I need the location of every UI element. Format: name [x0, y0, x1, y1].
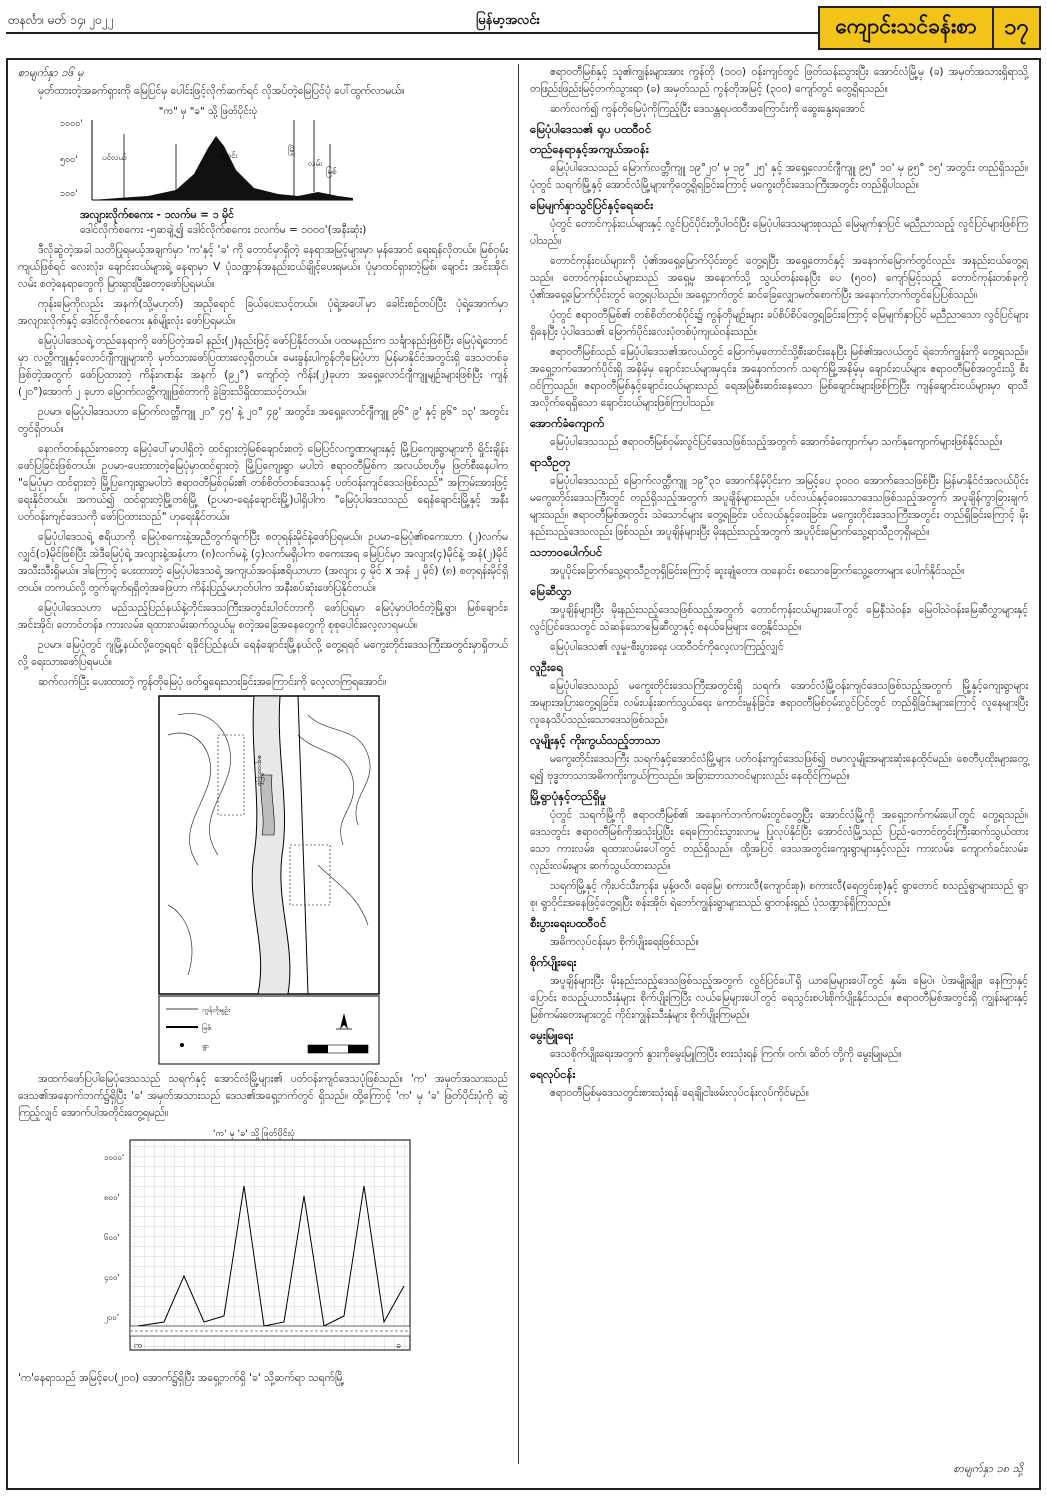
label-stream: ချောင်း [218, 151, 238, 160]
section-heading: စီးပွားရေးပထဝီဝင် [530, 916, 607, 930]
paragraph: မြေပုံပါဒေသသည် မကွေးတိုင်းဒေသကြီးအတွင်းရှိ သရက်၊ အောင်လံမြို့ဝန်းကျင်ဒေသဖြစ်သည့်အတွက် မြို့နှင့်ကျေးရွာများ အများအပြားတွေ့ရခြင်း၊ လမ်းပန်းဆက်သွယ်ရေး ကောင်းမွန်ခြင်း၊ ဧရာဝတီမြစ်ဝှမ်းလွင်ပြင်တွင် တည်ရှိခြင်းများကြောင့် လူနေများပြီး လူနေသိပ်သည်းသောဒေသဖြစ်သည်။ [530, 680, 1028, 726]
y-label: ၈၀၀' [104, 1193, 120, 1202]
graph-grid [130, 1140, 410, 1350]
cross-section-figure-1 [58, 104, 508, 238]
paragraph: မြေပုံပါဒေသရဲ့ ဧရိယာကို မြေပုံစကေးနဲ့အညီတွက်ချက်ပြီး စတုရန်းမိုင်နဲ့ဖော်ပြရမယ်။ ဥပမာ-မြေပုံ၏စကေးဟာ (၂)လက်မလျှင်(၁)မိုင်ဖြစ်ပြီး အဲဒီမြေပုံရဲ့ အလျားနဲ့အနံဟာ (၈)လက်မနဲ့ (၄)လက်မရှိပါက စကေးအရ မြေပြင်မှာ အလျား(၄)မိုင်နဲ့ အနံ(၂)မိုင် အသီးသီးရှိမယ်။ ဒါကြောင့် ပေးထားတဲ့ မြေပုံပါဒေသရဲ့ အကျယ်အဝန်းဧရိယာဟာ (အလျား ၄ မိုင် x အနံ ၂ မိုင်) (၈) စတုရန်းမိုင်ရှိတယ်။ တကယ်လို့ တွက်ချက်ရရှိတဲ့အဖြေဟာ ကိန်းပြည့်မဟုတ်ပါက အနီးစပ်ဆုံးဖော်ပြနိုင်တယ်။ [18, 531, 508, 594]
subsection-heading: ရေလုပ်ငန်း [530, 1067, 576, 1081]
page-number: ၁၇ [994, 6, 1041, 50]
section-heading: မြေပုံပါဒေသ၏ ရုပ ပထဝီဝင် [530, 122, 652, 136]
label-sea: ပင်လယ် [102, 153, 127, 162]
issue-date: တနင်္လာ၊ မတ် ၁၄၊ ၂၀၂၂ [8, 13, 114, 27]
paragraph: ဆက်လက်၍ ကွန်တိုမြေပုံကိုကြည့်ပြီး ဒေသန္တရပထဝီအကြောင်းကို ဆွေးနွေးရအောင် [550, 103, 866, 115]
page-header [6, 6, 1041, 54]
point-b-label: ခ [396, 1341, 402, 1351]
paragraph: မကွေးတိုင်းဒေသကြီး သရက်နှင့်အောင်လံမြို့များ ပတ်ဝန်းကျင်ဒေသဖြစ်၍ ဗမာလူမျိုးအများဆုံးနေထိုင်မည်။ စေတီပုထိုးများတွေ့ရ၍ ဗုဒ္ဓဘာသာအဓိကကိုးကွယ်ကြသည်။ အခြားဘာသာဝင်များလည်း နေထိုင်ကြမည်။ [530, 753, 1028, 782]
paragraph: ဒေသစိုက်ပျိုးရေးအတွက် နွားကိုမွေးမြူကြပြီး စားသုံးရန် ကြက်၊ ဝက်၊ ဆိတ် တို့ကို မွေးမြူမည်။ [550, 1048, 902, 1060]
legend-item: ရွာ [202, 1042, 209, 1050]
subsection-heading: တည်နေရာနှင့်အကျယ်အဝန်း [530, 142, 649, 156]
y-label-500: ၅၀၀' [60, 155, 78, 165]
paragraph: မြေပုံပါဒေသဟာ မည်သည့်ပြည်နယ်နဲ့တိုင်းဒေသကြီးအတွင်းပါဝင်တာကို ဖော်ပြရမှာ မြေပုံမှာပါဝင်တဲ့မြို့ရွာ၊ မြစ်ချောင်း၊ အင်းအိုင်၊ တောင်တန်း၊ ကားလမ်း၊ ရထားလမ်းဆက်သွယ်မှု စတဲ့အခြေအနေတွေကို စုစုပေါင်းလေ့လာရမယ်။ [18, 602, 508, 631]
subsection-heading: မြေဆီလွှာ [530, 584, 572, 598]
continued-to: စာမျက်နှာ ၁၈ သို့ [953, 1462, 1023, 1475]
subsection-heading: လူမျိုးနှင့် ကိုးကွယ်သည့်ဘာသာ [530, 733, 661, 747]
label-river: မြစ် [326, 167, 337, 176]
label-road: လမ်း [308, 159, 323, 168]
paragraph: နောက်တစ်နည်းကတော့ မြေပုံပေါ်မှာပါရှိတဲ့ ထင်ရှားတဲ့မြစ်ချောင်းစတဲ့ မြေပြင်လက္ခဏာများနှင့် မြို့ပြကျေးရွာများကို ရှိုင်းချိန်းဖော်ပြခြင်းဖြစ်တယ်။ ဥပမာ-ပေးထားတဲ့မြေပုံမှာထင်ရှားတဲ့ မြို့ပြကျေးရွာ မပါဘဲ ဧရာဝတီမြစ်က အလယ်ဗဟိုမှ ဖြတ်စီးနေပါက "မြေပုံမှာ ထင်ရှားတဲ့ မြို့ပြကျေးရွာမပါဘဲ ဧရာဝတီမြစ်ဝှမ်း၏ တစ်စိတ်တစ်ဒေသနှင့် ပတ်ဝန်းကျင်ဒေသဖြစ်သည်" အကြမ်းအားဖြင့် ရေးနိုင်တယ်။ အကယ်၍ ထင်ရှားတဲ့မြို့တစ်မြို့ (ဥပမာ-ရေနံချောင်းမြို့)ပါရှိပါက "မြေပုံပါဒေသသည် ရေနံချောင်းမြို့နှင့် အနီးပတ်ဝန်းကျင်ဒေသကို ဖော်ပြထားသည်" ဟုရေးနိုင်တယ်။ [18, 443, 508, 523]
paragraph: ဆက်လက်ပြီး ပေးထားတဲ့ ကွန်တိုမြေပုံ ဖတ်ရှုရေးသားခြင်းအကြောင်းကို လေ့လာကြရအောင်။ [38, 676, 387, 688]
column-divider [518, 64, 519, 1464]
paragraph: ဧရာဝတီမြစ်မှဒေသတွင်းစားသုံးရန် ရေချိုငါးဖမ်းလုပ်ငန်းလုပ်ကိုင်မည်။ [550, 1087, 809, 1099]
paragraph: မြေပုံပါဒေသသည် မြောက်လတ္တီကျူ ၁၉°၂၀' မှ ၁၉° ၂၅' နှင့် အရှေ့လောင်ဂျီကျူ ၉၅° ၁၀' မှ ၉၅° ၁၅' အတွင်း တည်ရှိသည်။ ပုံတွင် သရက်မြို့နှင့် အောင်လံမြို့များကိုတွေ့ရှိရခြင်းကြောင့် မကွေးတိုင်းဒေသကြီးအတွင်း တည်ရှိပါသည်။ [530, 162, 1028, 191]
y-label-1000: ၁၀၀၀' [60, 119, 83, 129]
paragraph: မှတ်ထားတဲ့အခက်ရှားကို မြေပြင်မှ ပေါင်းဖြင့်လိုက်ဆက်ရင် လိုအပ်တဲ့မြေပြင်ပုံ ပေါ်ထွက်လာမယ်။ [38, 85, 405, 97]
left-column [18, 64, 508, 1390]
horizontal-scale: အလျားလိုက်စကေး - ၁လက်မ = ၁ မိုင် [80, 209, 234, 221]
contour-map-figure [158, 695, 380, 1067]
y-label: ၆၀၀' [104, 1233, 120, 1242]
paragraph: မြေပုံပါဒေသရဲ့ တည်နေရာကို ဖော်ပြတဲ့အခါ နည်း(၂)နည်းဖြင့် ဖော်ပြနိုင်တယ်။ ပထမနည်းက သင်္ချာနည်းဖြစ်ပြီး မြေပုံရဲ့ဘောင်မှာ လတ္တီကျူနှင့်လောင်ဂျီကျူများကို မှတ်သားဖော်ပြထားလေ့ရှိတယ်။ မေးခွန်းပါကွန်တိုမြေပုံဟာ မြန်မာနိုင်ငံအတွင်းရှိ ဒေသတစ်ခုဖြစ်တဲ့အတွက် ဖော်ပြထားတဲ့ ကိန်းဂဏန်း အနက် (၉၂°) ကျော်တဲ့ ကိန်း(၂)ခုဟာ အရှေ့လောင်ဂျီကျူမျဉ်းများဖြစ်ပြီး ကျန် (၂၀°)အောက် ၂ ခုဟာ မြောက်လတ္တီကျူဖြစ်တာကို ခွဲခြားသိရှိထားသင့်တယ်။ [18, 335, 508, 398]
legend-symbol [180, 1043, 184, 1047]
paragraph: ဧရာဝတီမြစ်နှင့် သူ၏ကျွန်းများအား ကွန်တို (၁၀၀) ဝန်းကျင်တွင် ဖြတ်သန်းသွားပြီး အောင်လံမြို့မှ (ခ) အမှတ်အသားရှိရာသို့ တဖြည်းဖြည်းမြင့်တက်သွားရာ (ခ) အမှတ်သည် ကွန်တိုအမြင့် (၃၀၀) ကျော်တွင် တွေ့ရှိရသည်။ [530, 66, 1028, 95]
paragraph: ဧရာဝတီမြစ်သည် မြေပုံပါဒေသ၏အလယ်တွင် မြောက်မှတောင်သို့စီးဆင်းနေပြီး မြစ်၏အလယ်တွင် ရဲဘော်ကျွန်းကို တွေ့ရသည်။ အရှေ့ဘက်အောက်ပိုင်းရှိ အနိမ့်မှ ချောင်းငယ်များမှ၎င်း၊ အနောက်ဘက် သရက်မြို့အနိမ့်မှ ချောင်းငယ်များ ဧရာဝတီမြစ်အတွင်းသို့ စီးဝင်ကြသည်။ ဧရာဝတီမြစ်နှင့်ချောင်းငယ်များသည် ရေအမြဲစီးဆင်းနေသော မြစ်ချောင်းများဖြစ်ကြပြီး ကျန်ချောင်းငယ်များမှာ ရာသီအလိုက်ရေရှိသော ချောင်းငယ်များဖြစ်ကြပါသည်။ [530, 346, 1028, 409]
paragraph: အဓိကလုပ်ငန်းမှာ စိုက်ပျိုးရေးဖြစ်သည်။ [550, 936, 699, 948]
paragraph: အပူပိုင်းခြောက်သွေ့ရာသီဥတုရှိခြင်းကြောင့် ဆူးချုံတော၊ ထနောင်း စသောခြောက်သွေ့တောများ ပေါက်နိုင်သည်။ [550, 565, 965, 577]
cross-section-graph [104, 1126, 414, 1358]
figure-title: 'က' မှ 'ခ' သို့ ဖြတ်ပိုင်းပုံ [212, 1129, 296, 1139]
section-heading: မြို့ရွာပုံနှင့်တည်ရှိမှု [530, 789, 606, 803]
paragraph: ဒီလိုဆွဲတဲ့အခါ သတိပြုရမယ့်အချက်မှာ 'က'နှင့် 'ခ' ကို တောင်မှာရှိတဲ့ နေရာအမြင့်များမှာ မှန်အောင် ရေးရန်လိုတယ်။ မြစ်ဝှမ်းကျယ်ဖြစ်ရင် လေးလုံး၊ ချောင်းငယ်များရဲ့ နေရာမှာ V ပုံသဏ္ဍာန်အနည်းငယ်ချိုင့်ပေးရမယ်။ ပုံမှာထင်ရှားတဲ့မြစ်၊ ချောင်း အင်းအိုင်၊ လမ်း စတဲ့နေရာတွေကို မြားရှားပြီးတော့ဖော်ပြရမယ်။ [18, 244, 508, 290]
paragraph: သရက်မြို့နှင့် ကိုးပင်သီးကုန်း၊ မုန့်ဖလီ၊ ရေမြေ၊ စကားလီ(ကျောင်းစု)၊ စကားလီ(ရေတွင်းစု)နှင့် ရွာတောင် စသည့်ရွာများသည် ရွာစု၊ ရွာဝိုင်းအနေဖြင့်တွေ့ရပြီး စန်းအိုင်၊ ရဲဘော်ကျွန်းရွာများသည် ရွာတန်းရှည် ပုံသဏ္ဍာန်ရှိကြသည်။ [530, 880, 1028, 909]
paragraph: အထက်ဖော်ပြပါမြေပုံဒေသသည် သရက်နှင့် အောင်လံမြို့များ၏ ပတ်ဝန်းကျင်ဒေသပုံဖြစ်သည်။ 'က' အမှတ်အသားသည် ဒေသ၏အနောက်ဘက်၌ရှိပြီး 'ခ' အမှတ်အသားသည် ဒေသ၏အရှေ့ဘက်တွင် ရှိသည်။ ထို့ကြောင့် 'က' မှ 'ခ' ဖြတ်ပိုင်းပုံကို ဆွဲကြည့်လျှင် အောက်ပါအတိုင်းတွေ့ရမည်။ [18, 1073, 508, 1119]
legend-item: ကွန်တိုမျဉ်း [202, 1006, 231, 1014]
map-legend [158, 995, 380, 1065]
paragraph: မြေပုံပါဒေသ၏ လူမှု-စီးပွားရေး ပထဝီဝင်ကိုလေ့လာကြည့်လျှင် [550, 641, 784, 653]
y-label: ၄၀၀' [104, 1273, 120, 1282]
paragraph: အပူချိန်များပြီး မိုးနည်းသည့်ဒေသဖြစ်သည့်အတွက် တောင်ကုန်းငယ်များပေါ်တွင် မြေနီသဲဝန်း၊ မြေဝါသဲဝန်းမြေဆီလွှာများနှင့် လွင်ပြင်ဒေသတွင် သဲဆန်သောမြေဆီလွှာနှင့် စနယ်မြေများ တွေ့နိုင်သည်။ [530, 604, 1028, 633]
paragraph: ဥပမာ၊ မြေပုံပါဒေသဟာ မြောက်လတ္တီကျူ ၂၀° ၄၅' နဲ့ ၂၀° ၄၉' အတွင်း၊ အရှေ့လောင်ဂျီကျူ ၉၆° ၉' နှင့် ၉၆° ၁၃' အတွင်းတွင်ရှိတယ်။ [18, 406, 508, 435]
paragraph: တောင်ကုန်းငယ်များကို ပုံ၏အရှေ့မြောက်ပိုင်းတွင် တွေ့ရပြီး အရှေ့တောင်နှင့် အနောက်မြောက်တွင်လည်း အနည်းငယ်တွေ့ရသည်။ တောင်ကုန်းငယ်များသည် အရှေ့မှ အနောက်သို့ သွယ်တန်းနေပြီး ပေ (၅၀၀) ကျော်မြင့်သည့် တောင်ကုန်းတစ်ခုကို ပုံ၏အရှေ့မြောက်ပိုင်းတွင် တွေ့ရပါသည်။ အရှေ့ဘက်တွင် ဆင်ခြေလျှောမတ်စောက်ပြီး အနောက်ဘက်တွင်ပြေပြစ်သည်။ [530, 255, 1028, 301]
label-town: မြို့ [288, 145, 296, 154]
cross-section-diagram [58, 104, 358, 208]
header-rule [6, 32, 818, 34]
subsection-heading: အောက်ခံကျောက် [530, 416, 605, 430]
continued-from: စာမျက်နှာ ၁၆ မှ [18, 66, 84, 79]
river-name: ဧရာဝတီမြစ် [256, 755, 264, 786]
y-label: ၂၀၀' [104, 1313, 120, 1322]
paragraph: မြေပုံပါဒေသသည် မြောက်လတ္တီကျူ ၁၉°၃၁ အောက်နိမ့်ပိုင်းက အမြင့်ပေ ၃၀၀၀ အောက်ဒေသဖြစ်ပြီး မြန်မာနိုင်ငံအလယ်ပိုင်း မကွေးတိုင်းဒေသကြီးတွင် တည်ရှိသည့်အတွက် အပူချိန်များသည်။ ပင်လယ်နှင့်ဝေးသောဒေသဖြစ်သည့်အတွက် အပူချိန်ကွာခြားချက်များသည်။ ဧရာဝတီမြစ်အတွင်း သဲသောင်များ တွေ့ရခြင်း၊ ပင်လယ်နှင့်ဝေးခြင်း၊ မကွေးတိုင်းဒေသကြီးအတွင်း တည်ရှိခြင်းကြောင့် မိုးနည်းသည့်ဒေသလည်း ဖြစ်သည်။ အပူချိန်များပြီး မိုးနည်းသည့်အတွက် အပူပိုင်းမြောက်သွေ့ရာသီဥတုရှိမည်။ [530, 475, 1028, 538]
paragraph: ပုံတွင် တောင်ကုန်းငယ်များနှင့် လွင်ပြင်ပိုင်းတို့ပါဝင်ပြီး မြေပုံပါဒေသများစုသည် မြေမျက်နှာပြင် မညီညာသည့် လွင်ပြင်များဖြစ်ကြပါသည်။ [530, 218, 1028, 247]
section-title: ကျောင်းသင်ခန်းစာ [818, 6, 994, 50]
vertical-scale: ဒေါင်လိုက်စကေး -၅ဆချဲ့၍ ဒေါင်လိုက်စကေး ၁လက်မ = ၁၀၀၀'(အနီးဆုံး) [80, 224, 367, 236]
paragraph: ပုံတွင် ဧရာဝတီမြစ်၏ တစ်စိတ်တစ်ပိုင်း၌ ကွန်တိုမျဉ်းများ ခပ်စိပ်စိပ်တွေ့ရခြင်းကြောင့် မြေမျက်နှာပြင် မညီညာသော လွင်ပြင်များရှိနေပြီး ပုံပါဒေသ၏ မြောက်ပိုင်းလေးပုံတစ်ပုံကျယ်ဝန်းသည်။ [530, 309, 1028, 338]
subsection-heading: လူဦးရေ [530, 660, 563, 674]
contour-map [158, 695, 380, 995]
paragraph: ကုန်းမြေကိုလည်း အနက်(သို့မဟုတ်) အညိုရောင် ခြယ်ပေးသင့်တယ်။ ပုံရဲ့အပေါ်မှာ ခေါင်းစဉ်တပ်ပြီး ပုံရဲ့အောက်မှာ အလျားလိုက်နှင့် ဒေါင်လိုက်စကေး နှစ်မျိုးလုံး ဖော်ပြရမယ်။ [18, 298, 508, 327]
legend-item: မြစ် [202, 1024, 212, 1032]
point-a-label: က [134, 1341, 143, 1351]
y-label: ၁၀၀၀' [104, 1153, 125, 1162]
cross-section-figure-2 [104, 1126, 414, 1366]
paragraph: မြေပုံပါဒေသသည် ဧရာဝတီမြစ်ဝှမ်းလွင်ပြင်ဒေသဖြစ်သည့်အတွက် အောက်ခံကျောက်မှာ သက်နုကျောက်များဖြစ်နိုင်သည်။ [550, 436, 1003, 448]
subsection-heading: ရာသီဥတု [530, 455, 571, 469]
paragraph: 'က'နေရာသည် အမြင့်ပေ(၂၀၀) အောက်၌ရှိပြီး အရှေ့ဘက်ရှိ 'ခ' သို့ဆက်ရာ သရက်မြို့ [18, 1372, 345, 1384]
newspaper-name: မြန်မာ့အလင်း [476, 13, 540, 28]
subsection-heading: စိုက်ပျိုးရေး [530, 955, 577, 969]
paragraph: အပူချိန်များပြီး မိုးနည်းသည့်ဒေသဖြစ်သည့်အတွက် လွင်ပြင်ပေါ်ရှိ ယာမြေများပေါ်တွင် နှမ်း၊ မြေပဲ၊ ပဲအမျိုးမျိုး၊ နေကြာနှင့်ပြောင်း စသည့်ယာသီးနှံများ စိုက်ပျိုးကြပြီး လယ်မြေများပေါ်တွင် ရေသွင်းစပါးစိုက်ပျိုးနိုင်သည်။ ဧရာဝတီမြစ်အတွင်းရှိ ကျွန်းများနှင့် မြစ်ကမ်းတေးများတွင် ကိုင်းကျွန်းသီးနှံများ စိုက်ပျိုးကြမည်။ [530, 975, 1028, 1021]
right-column [530, 64, 1028, 1105]
subsection-heading: သဘာဝပေါက်ပင် [530, 545, 603, 559]
subsection-heading: မွေးမြူရေး [530, 1028, 574, 1042]
y-label-100: ၁၀၀' [60, 189, 78, 199]
paragraph: ပုံတွင် သရက်မြို့ကို ဧရာဝတီမြစ်၏ အနောက်ဘက်ကမ်းတွင်တွေ့ပြီး အောင်လံမြို့ကို အရှေ့ဘက်ကမ်းပေါ်တွင် တွေ့ရသည်။ ဒေသတွင်း ဧရာဝတီမြစ်ကိုအသုံးပြုပြီး ရေကြောင်းသွားလာမှု ပြုလုပ်နိုင်ပြီး အောင်လံမြို့သည် ပြည်-တောင်တွင်းကြီးဆက်သွယ်ထားသော ကားလမ်း၊ ရထားလမ်းပေါ်တွင် တည်ရှိသည်။ ထို့အပြင် ဒေသအတွင်းကျေးရွာများနှင့်လည်း ကားလမ်း၊ ကျောက်ခင်းလမ်း၊ လှည်းလမ်းများ ဆက်သွယ်ထားသည်။ [530, 809, 1028, 872]
figure-title: "က" မှ "ခ" သို့ ဖြတ်ပိုင်းပုံ [158, 106, 258, 117]
paragraph: ဥပမာ၊ မြေပုံတွင် ဂျမြို့နယ်လို့တွေ့ရရင် ရခိုင်ပြည်နယ်၊ ရေနံချောင်းမြို့နယ်လို့ တွေ့ရရင် မကွေးတိုင်းဒေသကြီးအတွင်းမှာရှိတယ်လို့ ရေးသားဖော်ပြရမယ်။ [18, 639, 508, 668]
subsection-heading: မြေမျက်နှာသွင်ပြင်နှင့်ရေဆင်း [530, 198, 654, 212]
